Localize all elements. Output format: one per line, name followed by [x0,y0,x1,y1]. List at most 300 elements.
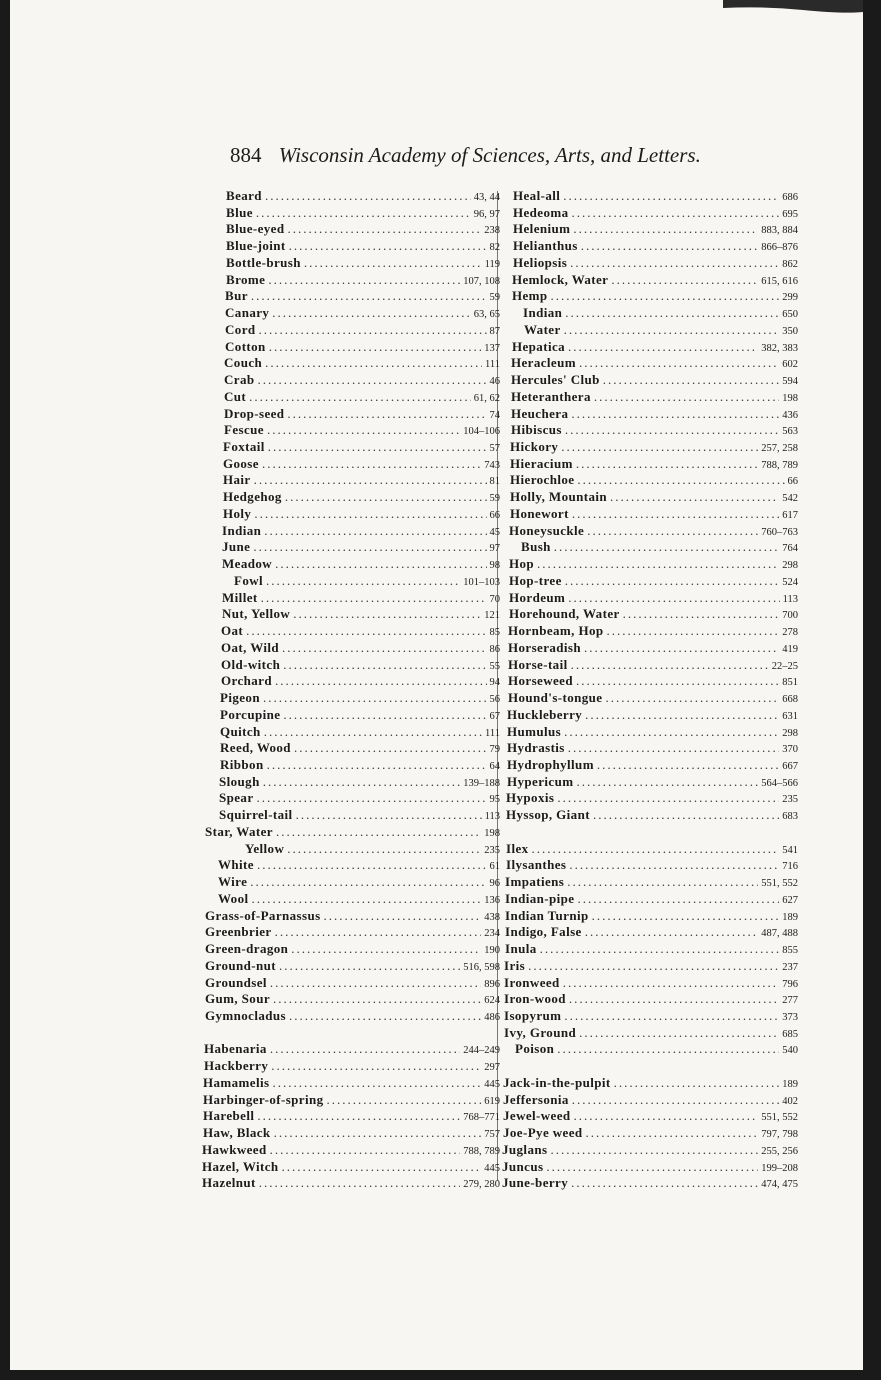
entry-pages: 46 [489,376,500,388]
index-entry [500,288,798,305]
entry-term: Spear [219,790,254,806]
entry-pages: 716 [782,861,798,873]
entry-pages: 137 [484,342,500,354]
entry-pages: 278 [782,627,798,639]
index-entry [500,221,798,238]
entry-pages: 190 [484,945,500,957]
entry-pages: 551, 552 [761,1112,798,1124]
entry-term: Gum, Sour [205,991,271,1007]
entry-term: Hamamelis [203,1074,270,1090]
dot-leader [576,456,758,473]
entry-term: Poison [515,1041,555,1057]
entry-pages: 94 [489,677,500,689]
index-entry [500,991,798,1008]
dot-leader [257,790,487,807]
entry-term: Porcupine [220,706,281,722]
entry-term: White [218,857,254,873]
entry-term: Hop-tree [509,572,562,588]
index-entry [200,673,500,690]
dot-leader [611,272,758,289]
entry-pages: 87 [489,325,500,337]
dot-leader [550,1142,758,1159]
index-column-left [200,188,500,1192]
dot-leader [572,205,780,222]
index-entry [200,1008,500,1025]
dot-leader [593,807,779,824]
index-entry [200,1159,500,1176]
entry-term: Hypericum [507,773,574,789]
dot-leader [581,238,759,255]
entry-pages: 402 [782,1095,798,1107]
dot-leader [266,573,460,590]
dot-leader [264,724,482,741]
entry-pages: 298 [782,560,798,572]
index-entry [500,807,798,824]
index-entry [200,472,500,489]
entry-term: Joe-Pye weed [503,1125,583,1141]
entry-term: Hydrastis [507,740,565,756]
entry-pages: 113 [484,811,500,823]
entry-pages: 883, 884 [761,225,798,237]
entry-pages: 524 [782,576,798,588]
entry-pages: 43, 44 [473,192,500,203]
dot-leader [251,288,487,305]
index-entry [200,1092,500,1109]
entry-term: Crab [224,372,255,388]
entry-pages: 82 [489,242,500,254]
entry-term: Groundsel [205,974,267,990]
dot-leader [267,422,460,439]
entry-term: Iron-wood [504,991,566,1007]
dot-leader [275,673,487,690]
index-column-right [500,188,798,1192]
entry-pages: 136 [484,894,500,906]
entry-term: Yellow [245,840,285,856]
entry-pages: 627 [782,894,798,906]
entry-pages: 121 [484,610,500,622]
entry-pages: 299 [782,292,798,304]
dot-leader [579,355,779,372]
index-entry [500,1175,798,1192]
entry-pages: 255, 256 [761,1145,798,1157]
entry-term: Cut [224,388,247,404]
dot-leader [557,790,779,807]
entry-pages: 298 [782,727,798,739]
dot-leader [574,1108,759,1125]
entry-pages: 57 [489,443,500,455]
index-entry [200,657,500,674]
entry-term: Gymnocladus [205,1007,286,1023]
entry-term: Green-dragon [205,941,289,957]
dot-leader [546,1159,758,1176]
index-entry [500,1092,798,1109]
entry-pages: 619 [484,1095,500,1107]
entry-pages: 70 [489,593,500,605]
index-entry [200,188,500,205]
dot-leader [606,623,779,640]
entry-term: Heliopsis [513,254,568,270]
entry-pages: 685 [782,1028,798,1040]
entry-pages: 279, 280 [463,1179,500,1191]
index-entry [500,1159,798,1176]
dot-leader [585,924,759,941]
entry-pages: 277 [782,995,798,1007]
index-entry [500,573,798,590]
dot-leader [287,221,481,238]
dot-leader [569,991,779,1008]
index-entry [500,1142,798,1159]
entry-term: Helenium [513,221,571,237]
entry-term: Quitch [220,723,261,739]
index-entry [200,740,500,757]
dot-leader [532,841,780,858]
entry-term: Drop-seed [224,405,285,421]
entry-pages: 445 [484,1078,500,1090]
dot-leader [254,506,486,523]
index-entry [200,606,500,623]
index-entry [500,874,798,891]
index-entry [500,523,798,540]
entry-pages: 189 [782,911,798,923]
dot-leader [585,707,779,724]
index-entry [200,690,500,707]
dot-leader [592,908,780,925]
entry-pages: 85 [489,627,500,639]
entry-term: Squirrel-tail [219,807,293,823]
dot-leader [327,1092,482,1109]
entry-pages: 238 [484,225,500,237]
entry-pages: 96 [489,878,500,890]
entry-term: Juglans [502,1141,548,1157]
index-entry [500,339,798,356]
dot-leader [571,657,769,674]
index-entry [500,422,798,439]
entry-term: Hair [223,472,251,488]
entry-term: Hieracium [510,455,573,471]
entry-term: Iris [504,957,526,973]
index-entry [500,539,798,556]
entry-term: Haw, Black [203,1125,271,1141]
entry-term: Couch [224,355,263,371]
index-entry [500,891,798,908]
index-entry [200,790,500,807]
index-entry [200,456,500,473]
dot-leader [576,774,758,791]
dot-leader [565,573,779,590]
entry-pages: 95 [489,794,500,806]
dot-leader [571,1175,758,1192]
entry-term: Ribbon [220,756,264,772]
entry-term: Ivy, Ground [504,1024,577,1040]
entry-term: Horse-tail [508,656,568,672]
index-entry [500,690,798,707]
entry-pages: 617 [782,509,798,521]
dot-leader [587,523,758,540]
entry-pages: 113 [782,593,798,605]
entry-term: Holy [223,505,252,521]
dot-leader [603,372,779,389]
index-entry [500,1025,798,1042]
index-entry [500,305,798,322]
entry-pages: 896 [484,978,500,990]
entry-term: Brome [226,271,266,287]
section-gap [500,824,798,841]
entry-pages: 63, 65 [473,309,500,321]
book-page [10,0,863,1370]
index-entry [500,757,798,774]
entry-term: Heuchera [511,405,569,421]
index-entry [200,1142,500,1159]
entry-pages: 56 [489,694,500,706]
entry-term: Hydrophyllum [507,756,594,772]
dot-leader [265,355,482,372]
index-entry [500,1125,798,1142]
dot-leader [586,1125,759,1142]
dot-leader [274,1125,482,1142]
entry-term: Indian-pipe [505,890,575,906]
index-entry [200,1125,500,1142]
entry-pages: 541 [782,844,798,856]
entry-pages: 695 [782,208,798,220]
entry-pages: 760–763 [761,526,798,538]
entry-term: Huckleberry [507,706,583,722]
entry-term: Meadow [222,556,273,572]
entry-pages: 67 [489,710,500,722]
index-entry [200,389,500,406]
entry-term: Hackberry [204,1058,269,1074]
index-entry [500,389,798,406]
dot-leader [287,841,481,858]
entry-pages: 111 [485,359,500,371]
entry-pages: 797, 798 [761,1129,798,1141]
entry-term: Hemlock, Water [512,271,609,287]
page-number: 884 [230,143,262,167]
dot-leader [265,188,471,205]
index-entry [200,322,500,339]
dot-leader [594,389,779,406]
entry-pages: 542 [782,493,798,505]
entry-pages: 350 [782,325,798,337]
entry-pages: 64 [489,760,500,772]
index-entry [200,506,500,523]
entry-term: Foxtail [223,439,265,455]
page-header [230,143,701,168]
index-entry [500,790,798,807]
entry-pages: 768–771 [463,1112,500,1124]
entry-pages: 66 [489,509,500,521]
index-entry [200,573,500,590]
entry-term: Jack-in-the-pulpit [503,1074,611,1090]
entry-term: Hyssop, Giant [506,807,590,823]
dot-leader [623,606,780,623]
index-entry [200,439,500,456]
dot-leader [257,1108,460,1125]
entry-pages: 237 [782,961,798,973]
index-entry [200,724,500,741]
dot-leader [262,456,481,473]
entry-term: Heteranthera [511,388,591,404]
entry-term: June [222,539,251,555]
dot-leader [540,941,780,958]
dot-leader [272,1075,481,1092]
index-entry [200,640,500,657]
entry-pages: 474, 475 [761,1179,798,1191]
dot-leader [268,272,460,289]
index-entry [500,439,798,456]
entry-term: Bottle-brush [226,254,301,270]
entry-term: Orchard [221,673,272,689]
index-entry [200,991,500,1008]
entry-term: Blue-joint [226,238,286,254]
entry-pages: 59 [489,493,500,505]
entry-term: Pigeon [220,690,260,706]
entry-pages: 855 [782,945,798,957]
index-entry [500,590,798,607]
index-entry [200,807,500,824]
entry-term: Bush [521,539,551,555]
entry-term: Harebell [203,1108,255,1124]
entry-term: Hordeum [509,589,566,605]
entry-term: Grass-of-Parnassus [205,907,321,923]
entry-term: Hickory [510,439,559,455]
index-entry [500,924,798,941]
dot-leader [270,1142,461,1159]
entry-term: Reed, Wood [220,740,291,756]
section-gap [200,1025,500,1042]
index-entry [200,590,500,607]
dot-leader [282,1159,482,1176]
dot-leader [296,807,482,824]
index-entry [200,824,500,841]
entry-pages: 235 [782,794,798,806]
dot-leader [567,874,758,891]
index-entry [500,1108,798,1125]
dot-leader [289,238,487,255]
index-entry [200,1175,500,1192]
entry-pages: 235 [484,844,500,856]
dot-leader [554,539,779,556]
entry-pages: 22–25 [771,660,798,672]
dot-leader [276,824,481,841]
entry-term: Hercules' Club [511,372,600,388]
entry-pages: 61 [489,861,500,873]
dot-leader [289,1008,481,1025]
entry-pages: 297 [484,1062,500,1074]
dot-leader [269,339,482,356]
dot-leader [564,1008,779,1025]
dot-leader [293,606,481,623]
entry-pages: 686 [782,192,798,203]
dot-leader [569,857,779,874]
entry-term: Indian Turnip [505,907,589,923]
dot-leader [528,958,779,975]
entry-pages: 234 [484,928,500,940]
index-entry [500,255,798,272]
entry-term: Horseweed [508,673,573,689]
entry-term: Goose [223,455,259,471]
dot-leader [263,774,461,791]
entry-term: Impatiens [505,874,565,890]
index-entry [500,556,798,573]
entry-term: Blue [226,204,253,220]
index-entry [200,857,500,874]
dot-leader [294,740,487,757]
dot-leader [563,188,779,205]
dot-leader [263,690,487,707]
entry-term: Oat, Wild [221,639,280,655]
index-entry [200,891,500,908]
index-entry [500,205,798,222]
entry-term: Wire [218,874,248,890]
dot-leader [259,1175,460,1192]
entry-pages: 59 [489,292,500,304]
index-entry [200,975,500,992]
dot-leader [551,288,780,305]
index-entry [200,238,500,255]
dot-leader [577,891,779,908]
entry-term: Hypoxis [506,790,555,806]
entry-pages: 631 [782,710,798,722]
index-entry [200,924,500,941]
entry-term: Old-witch [221,656,281,672]
entry-pages: 862 [782,258,798,270]
entry-term: Blue-eyed [226,221,285,237]
entry-term: Habenaria [204,1041,267,1057]
index-entry [200,355,500,372]
index-entry [500,774,798,791]
index-entry [200,1075,500,1092]
entry-term: Inula [505,941,537,957]
entry-term: June-berry [502,1175,569,1191]
entry-pages: 788, 789 [761,459,798,471]
dot-leader [273,991,481,1008]
entry-term: Holly, Mountain [510,489,608,505]
entry-pages: 86 [489,643,500,655]
dot-leader [250,874,486,891]
index-entry [200,623,500,640]
entry-pages: 668 [782,694,798,706]
index-entry [200,707,500,724]
entry-pages: 55 [489,660,500,672]
dot-leader [268,439,487,456]
entry-term: Hornbeam, Hop [508,623,604,639]
entry-pages: 81 [489,476,500,488]
entry-pages: 486 [484,1011,500,1023]
index-entry [500,841,798,858]
dot-leader [576,673,779,690]
dot-leader [570,255,779,272]
index-entry [500,740,798,757]
dot-leader [557,1041,779,1058]
index-entry [200,255,500,272]
entry-pages: 244–249 [463,1045,500,1057]
entry-pages: 615, 616 [761,275,798,287]
entry-term: Fowl [234,572,264,588]
entry-term: Hawkweed [202,1141,267,1157]
dot-leader [291,941,481,958]
index-entry [200,941,500,958]
entry-pages: 540 [782,1045,798,1057]
entry-pages: 373 [782,1011,798,1023]
dot-leader [283,707,486,724]
dot-leader [267,757,487,774]
dot-leader [561,439,758,456]
dot-leader [270,1041,460,1058]
dot-leader [257,857,487,874]
entry-term: Hedeoma [513,204,569,220]
entry-term: Nut, Yellow [222,606,291,622]
index-entry [500,506,798,523]
